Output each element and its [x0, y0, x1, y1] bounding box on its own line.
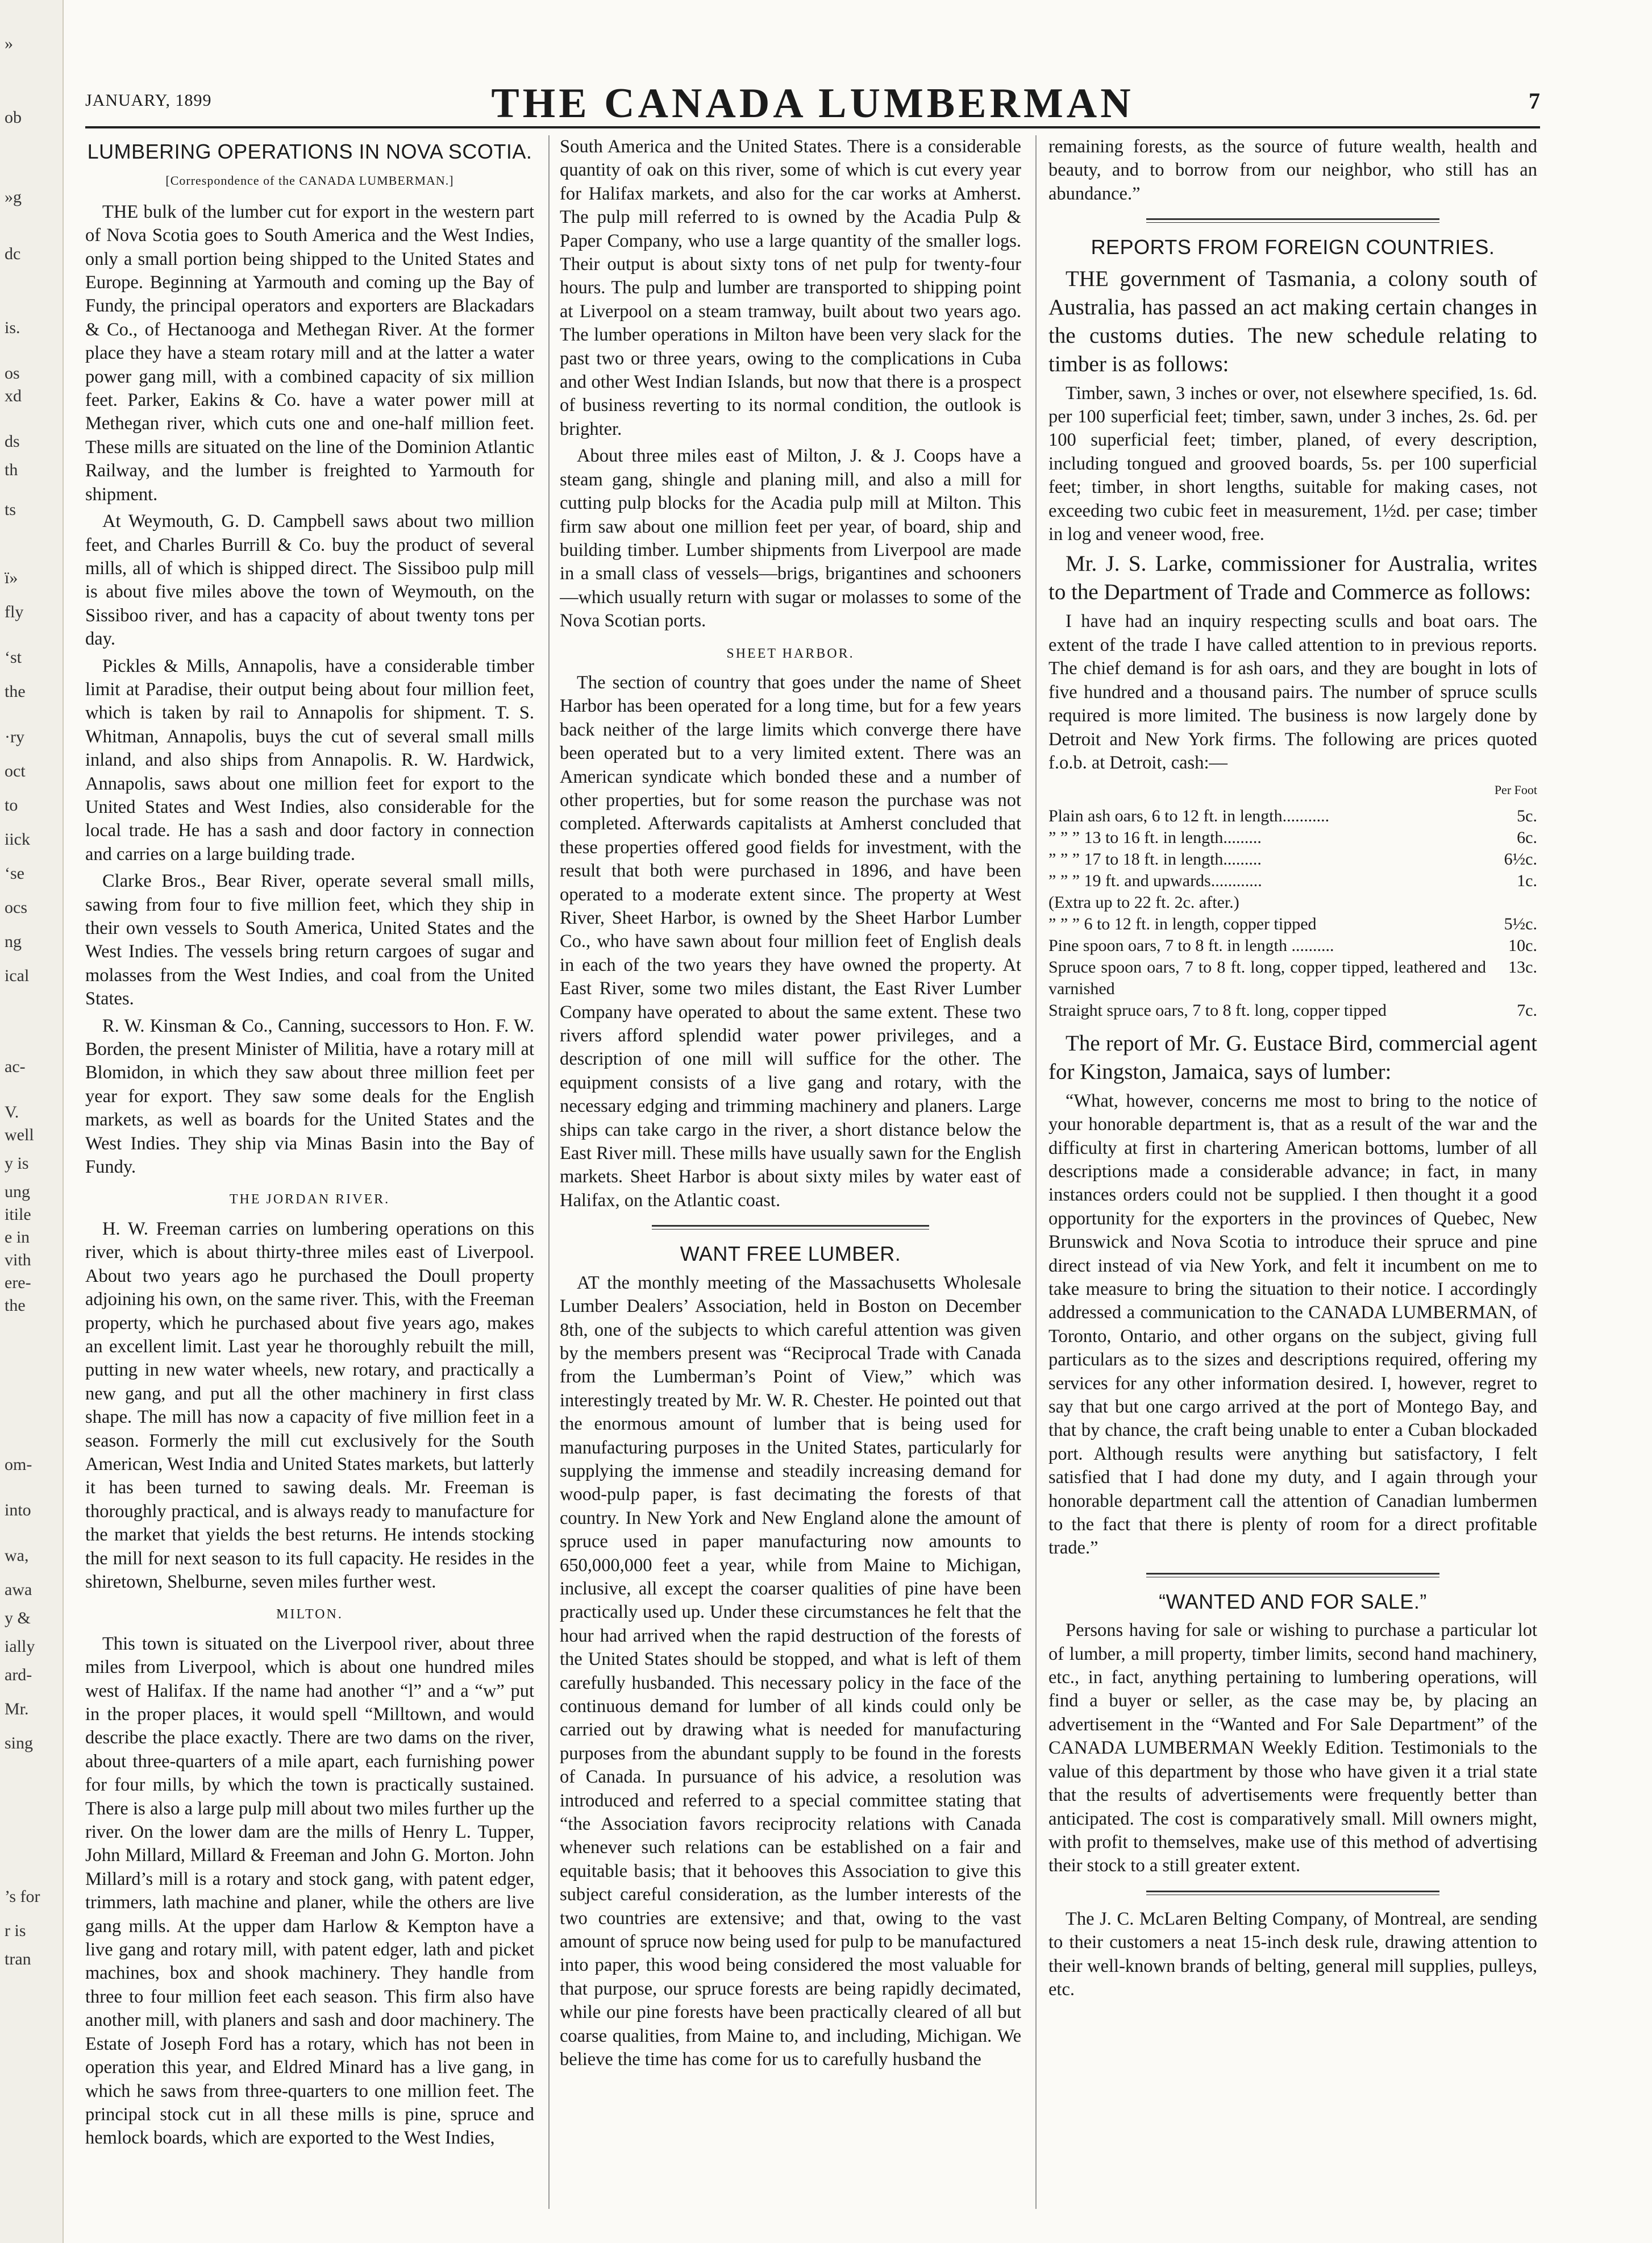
paragraph: Mr. J. S. Larke, commissioner for Australia, writes to the Department of Trade and Commerce as follows:	[1048, 551, 1537, 605]
price-item: ” ” ” 17 to 18 ft. in length.........	[1048, 849, 1262, 869]
gutter-text: »	[5, 34, 13, 53]
article-heading: WANT FREE LUMBER.	[680, 1242, 901, 1266]
paragraph: The report of Mr. G. Eustace Bird, commercial agent for Kingston, Jamaica, says of lumber:	[1048, 1031, 1537, 1084]
gutter-text: th	[5, 460, 18, 479]
paragraph: The section of country that goes under the name of Sheet Harbor has been operated for a long time, but for a few years back neither of the large limits which converge there have been operated but to a very limited extent. There was an American syndicate which bonded these and a number of other properties, but for some reason the purchase was not completed. Afterwards capitalists at Amherst concluded that these properties offered good fields for investment, with the result that both were purchased in 1896, and have been operated to a moderate extent since. The property at West River, Sheet Harbor, is owned by the Sheet Harbor Lumber Co., who have sawn about four million feet of English deals in each of the two years they have owned the property. At East River, some two miles distant, the East River Lumber Company have operated to about the same extent. These two rivers afford splendid water power privileges, and a description of one mill will suffice for the other. The equipment consists of a live gang and rotary, with the necessary edging and trimming machinery and planers. Large ships can take cargo in the river, a short distance below the East River mill. These mills have usually sawn for the English markets. Sheet Harbor is about sixty miles by water east of Halifax, on the Atlantic coast.	[560, 672, 1021, 1211]
price-item: Plain ash oars, 6 to 12 ft. in length...........	[1048, 806, 1330, 825]
gutter-text: ‘se	[5, 864, 24, 883]
gutter-text: into	[5, 1501, 31, 1519]
gutter-text: wa,	[5, 1546, 29, 1565]
gutter-text: to	[5, 796, 18, 815]
gutter-text: ts	[5, 500, 16, 519]
price-value: 6c.	[1517, 828, 1537, 847]
price-value: 5½c.	[1504, 914, 1537, 933]
gutter-text: ially	[5, 1637, 35, 1656]
paragraph: This town is situated on the Liverpool river, about three miles from Liverpool, which is about one hundred miles west of Halifax. If the name had another “l” and a “w” put in the proper places, it would spell “Milltown, and would describe the place exactly. There are two dams on the river, about three-quarters of a mile apart, each furnishing power for four mills, by which the town is practically sustained. There is also a large pulp mill about two miles further up the river. On the lower dam are the mills of Henry L. Tupper, John Millard, Millard & Freeman and John G. Morton. John Millard’s mill is a rotary and stock gang, with patent edger, trimmers, lath machine and planer, while the others are live gang mills. At the upper dam Harlow & Kempton have a live gang and rotary mill, with patent edger, lath and picket machines, box and shook machinery. They handle from three to four million feet each season. This firm also have another mill, with planers and sash and door machinery. The Estate of Joseph Ford has a rotary, which has not been in operation this year, and Eldred Minard has a live gang, in which he saws from three-quarters to one million feet. The principal stock cut in all these mills is pine, spruce and hemlock boards, which are exported to the West Indies,	[85, 1633, 534, 2149]
price-item: ” ” ” 6 to 12 ft. in length, copper tipped	[1048, 914, 1317, 933]
paragraph: At Weymouth, G. D. Campbell saws about two million feet, and Charles Burrill & Co. buy the product of several mills, all of which is shipped direct. The Sissiboo pulp mill is about five miles above the town of Weymouth, on the Sissiboo river, and has a capacity of about twenty tons per day.	[85, 511, 534, 650]
paragraph: Clarke Bros., Bear River, operate several small mills, sawing from four to five million feet, which they ship in their own vessels to South America, United States and the West Indies. The vessels bring return cargoes of sugar and molasses from the West Indies, and coal from the United States.	[85, 871, 534, 1010]
price-value: 13c.	[1508, 957, 1537, 977]
section-separator	[652, 1225, 929, 1230]
paragraph: I have had an inquiry respecting sculls and boat oars. The extent of the trade I have called attention to in previous reports. The chief demand is for ash oars, and they are bought in lots of five hundred and a thousand pairs. The number of spruce sculls required is more limited. The business is now largely done by Detroit and New York firms. The following are prices quoted f.o.b. at Detroit, cash:—	[1048, 611, 1537, 773]
price-item: ” ” ” 19 ft. and upwards............	[1048, 871, 1262, 890]
gutter-text: dc	[5, 244, 21, 263]
gutter-text: ung	[5, 1182, 30, 1201]
gutter-text: om-	[5, 1455, 32, 1474]
price-value: 10c.	[1508, 936, 1537, 955]
correspondence-note: [Correspondence of the CANADA LUMBERMAN.]	[165, 173, 454, 188]
gutter-text: ere-	[5, 1273, 31, 1292]
price-row	[1048, 913, 1537, 935]
gutter-text: tran	[5, 1950, 31, 1968]
gutter-text: ï»	[5, 568, 18, 587]
gutter-text: oct	[5, 762, 26, 780]
price-item: Pine spoon oars, 7 to 8 ft. in length ..........	[1048, 936, 1334, 955]
article-heading: “WANTED AND FOR SALE.”	[1159, 1589, 1427, 1613]
gutter-text: the	[5, 1296, 26, 1315]
gutter-text: ·ry	[5, 728, 24, 746]
masthead-rule	[85, 126, 1540, 128]
price-row	[1048, 870, 1537, 892]
gutter-text: y is	[5, 1154, 29, 1173]
gutter-text: vith	[5, 1251, 31, 1269]
paragraph: Persons having for sale or wishing to purchase a particular lot of lumber, a mill property, timber limits, second hand machinery, etc., in fact, anything pertaining to lumbering operations, will find a buyer or seller, as the case may be, by placing an advertisement in the “Wanted and For Sale Department” of the CANADA LUMBERMAN Weekly Edition. Testimonials to the value of this department by those who have given it a trial state that the results of advertisements were frequently better than anticipated. The cost is comparatively small. Mill owners might, with profit to themselves, make use of this method of advertising their stock to a still greater extent.	[1048, 1620, 1537, 1876]
price-item: (Extra up to 22 ft. 2c. after.)	[1048, 892, 1239, 912]
column-1	[85, 135, 534, 2220]
issue-date: JANUARY, 1899	[85, 91, 212, 110]
binding-gutter	[0, 0, 64, 2243]
price-value	[1486, 892, 1537, 913]
column-2	[560, 135, 1021, 2220]
paragraph: remaining forests, as the source of future wealth, health and beauty, and to borrow from our neighbor, who still has an abundance.”	[1048, 136, 1537, 204]
article-heading: LUMBERING OPERATIONS IN NOVA SCOTIA.	[87, 140, 532, 163]
price-value: 6½c.	[1504, 849, 1537, 869]
gutter-text: iick	[5, 830, 30, 849]
paragraph: About three miles east of Milton, J. & J. Coops have a steam gang, shingle and planing mill, and also a mill for cutting pulp blocks for the Acadia pulp mill at Milton. This firm saw about one million feet per year, of board, ship and building timber. Lumber shipments from Liverpool are made in a small class of vessels—brigs, brigantines and schooners—which usually return with sugar or molasses to some of the Nova Scotian ports.	[560, 446, 1021, 632]
price-item: ” ” ” 13 to 16 ft. in length.........	[1048, 828, 1262, 847]
paragraph: AT the monthly meeting of the Massachusetts Wholesale Lumber Dealers’ Association, held in Boston on December 8th, one of the subjects to which careful attention was given by the members present was “Reciprocal Trade with Canada from the Lumberman’s Point of View,” which was interestingly treated by Mr. W. R. Chester. He pointed out that the enormous amount of lumber that is being used for manufacturing purposes in the United States, particularly for supplying the immense and steadily increasing demand for wood-pulp paper, is fast decimating the forests of that country. In New York and New England alone the amount of spruce used in paper manufacturing now amounts to 650,000,000 feet a year, while from Maine to Michigan, inclusive, all except the coarser qualities of pine have been practically used up. Under these circumstances he felt that the hour had arrived when the rapid destruction of the forests of the United States should be stopped, and what is left of them carefully husbanded. This necessary policy in the face of the continuous demand for lumber of all kinds could only be carried out by drawing what is needed for manufacturing purposes from the abundant supply to be found in the forests of Canada. In pursuance of his advice, a resolution was introduced and referred to a special committee stating that “the Association favors reciprocity relations with Canada whenever such relations can be established on a fair and equitable basis; that it behooves this Association to give this subject careful consideration, as the lumber interests of the two countries are extensive; and that, owing to the vast amount of spruce now being used for pulp to be manufactured into paper, this wood being considered the most valuable for that purpose, our spruce forests are being rapidly decimated, while our pine forests have been practically cleared of all but coarse qualities, from Maine to, and including, Michigan. We believe the time has come for us to carefully husband the	[560, 1272, 1021, 2070]
section-subheading: THE JORDAN RIVER.	[229, 1192, 390, 1207]
paragraph: H. W. Freeman carries on lumbering operations on this river, which is about thirty-three miles east of Liverpool. About two years ago he purchased the Doull property adjoining his own, on the same river. This, with the Freeman property, which he purchased about five years ago, makes an excellent limit. Last year he thoroughly rebuilt the mill, putting in new water wheels, new rotary, and practically a new gang, and put all the other machinery in first class shape. The mill has now a capacity of five million feet in a season. Formerly the mill cut exclusively for the South American, West India and United States markets, but latterly it has been turned to sawing deals. Mr. Freeman is thoroughly practical, and is always ready to manufacture for the market that yields the best returns. He intends stocking the mill for next season to its full capacity. He resides in the shiretown, Shelburne, seven miles further west.	[85, 1218, 534, 1592]
price-column-header: Per Foot	[1494, 783, 1537, 797]
column-3	[1048, 135, 1537, 2220]
price-value: 1c.	[1517, 871, 1537, 890]
gutter-text: is.	[5, 318, 20, 337]
price-table	[1048, 805, 1537, 1021]
price-row	[1048, 1000, 1537, 1021]
paragraph: The J. C. McLaren Belting Company, of Montreal, are sending to their customers a neat 15-inch desk rule, drawing attention to their well-known brands of belting, general mill supplies, pulleys, etc.	[1048, 1908, 1537, 2000]
gutter-text: the	[5, 682, 26, 701]
price-value: 5c.	[1517, 806, 1537, 825]
gutter-text: sing	[5, 1734, 34, 1752]
price-row	[1048, 935, 1537, 957]
price-item: Straight spruce oars, 7 to 8 ft. long, copper tipped	[1048, 1000, 1387, 1020]
gutter-text: ds	[5, 432, 20, 451]
gutter-text: fly	[5, 603, 24, 621]
gutter-text: well	[5, 1125, 34, 1144]
page-number: 7	[1529, 88, 1540, 114]
section-separator	[1146, 1891, 1439, 1895]
paragraph: R. W. Kinsman & Co., Canning, successors to Hon. F. W. Borden, the present Minister of Militia, have a rotary mill at Blomidon, in which they saw about three million feet per year for export. They saw some deals for the English markets, as well as boards for the United States and the West Indies. They ship via Minas Basin into the Bay of Fundy.	[85, 1015, 534, 1178]
paragraph: “What, however, concerns me most to bring to the notice of your honorable department is, that as a result of the war and the difficulty at first in chartering American bottoms, lumber of all descriptions made a considerable advance; in fact, in many instances orders could not be supplied. I then thought it a good opportunity for the exporters in the provinces of Quebec, New Brunswick and Nova Scotia to introduce their spruce and pine direct instead of via New York, and felt it incumbent on me to take measure to bring the situation to their notice. I accordingly addressed a communication to the CANADA LUMBERMAN, of Toronto, Ontario, and other organs on the subject, giving full particulars as to the sizes and descriptions required, offering my services for any other information desired. I, however, regret to say that but one cargo arrived at the port of Montego Bay, and that by chance, the craft being unable to enter a Cuban blockaded port. Although results were anything but satisfactory, I felt satisfied that I had done my duty, and I again through your honorable department call the attention of Canadian lumbermen to the fact that there is plenty of room for a direct profitable trade.”	[1048, 1090, 1537, 1559]
price-row	[1048, 805, 1537, 827]
section-separator	[1146, 1573, 1439, 1577]
column-divider	[1035, 135, 1037, 2209]
gutter-text: »g	[5, 188, 22, 206]
gutter-text: ’s for	[5, 1887, 40, 1906]
paragraph: THE bulk of the lumber cut for export in the western part of Nova Scotia goes to South America and the West Indies, only a small portion being shipped to the United States and Europe. Beginning at Yarmouth and coming up the Bay of Fundy, the principal operators and exporters are Blackadars & Co., of Hectanooga and Methegan River. At the former place they have a steam rotary mill and at the latter a water power gang mill, with a combined capacity of six million feet. Parker, Eakins & Co. have a water power mill at Methegan river, which cuts one and one-half million feet. These mills are situated on the line of the Dominion Atlantic Railway, and the lumber is freighted to Yarmouth for shipment.	[85, 201, 534, 505]
gutter-text: awa	[5, 1580, 32, 1599]
section-subheading: MILTON.	[276, 1607, 343, 1622]
gutter-text: e in	[5, 1228, 30, 1247]
price-row	[1048, 892, 1537, 913]
gutter-text: r is	[5, 1921, 26, 1940]
paragraph: THE government of Tasmania, a colony south of Australia, has passed an act making certain changes in the customs duties. The new schedule relating to timber is as follows:	[1048, 266, 1537, 376]
price-row	[1048, 827, 1537, 849]
paragraph: Pickles & Mills, Annapolis, have a considerable timber limit at Paradise, their output being about four million feet, which is taken by rail to Annapolis for shipment. T. S. Whitman, Annapolis, buys the cut of several small mills inland, and also ships from Annapolis. R. W. Hardwick, Annapolis, saws about one million feet for export to the United States and West Indies, also considerable for the local trade. He has a sash and door factory in connection and carries on a large building trade.	[85, 655, 534, 865]
section-separator	[1146, 218, 1439, 223]
gutter-text: os	[5, 364, 20, 383]
paragraph: Timber, sawn, 3 inches or over, not elsewhere specified, 1s. 6d. per 100 superficial feet; timber, sawn, under 3 inches, 2s. 6d. per 100 superficial feet; timber, planed, of every description, including tongued and grooved boards, 5s. per 100 superficial feet; timber, in short lengths, suitable for making cases, not exceeding two cubic feet in measurement, 1½d. per case; timber in log and veneer wood, free.	[1048, 383, 1537, 545]
price-value: 7c.	[1517, 1000, 1537, 1020]
gutter-text: ocs	[5, 898, 27, 917]
price-row	[1048, 957, 1537, 1000]
price-row	[1048, 849, 1537, 870]
gutter-text: ical	[5, 966, 30, 985]
price-item: Spruce spoon oars, 7 to 8 ft. long, copper tipped, leathered and varnished	[1048, 957, 1486, 998]
newspaper-title: THE CANADA LUMBERMAN	[491, 80, 1134, 127]
gutter-text: ng	[5, 932, 22, 951]
masthead	[85, 80, 1540, 142]
gutter-text: itile	[5, 1205, 31, 1224]
gutter-text: V.	[5, 1103, 19, 1122]
gutter-text: Mr.	[5, 1700, 29, 1718]
article-heading: REPORTS FROM FOREIGN COUNTRIES.	[1091, 235, 1495, 259]
gutter-text: ‘st	[5, 648, 22, 667]
section-subheading: SHEET HARBOR.	[726, 646, 855, 661]
gutter-text: xd	[5, 387, 22, 405]
gutter-text: ac-	[5, 1057, 26, 1076]
gutter-text: y &	[5, 1609, 31, 1627]
gutter-text: ard-	[5, 1665, 32, 1684]
gutter-text: ob	[5, 108, 22, 127]
column-divider	[548, 135, 550, 2209]
paragraph: South America and the United States. There is a considerable quantity of oak on this river, some of which is cut every year for Halifax markets, and also for the car works at Amherst. The pulp mill referred to is owned by the Acadia Pulp & Paper Company, who use a large quantity of the smaller logs. Their output is about sixty tons of net pulp for twenty-four hours. The pulp and lumber are transported to shipping point at Liverpool on a steam tramway, built about two years ago. The lumber operations in Milton have been very slack for the past two or three years, owing to the complications in Cuba and other West Indian Islands, but now that there is a prospect of business reverting to its normal condition, the outlook is brighter.	[560, 136, 1021, 439]
